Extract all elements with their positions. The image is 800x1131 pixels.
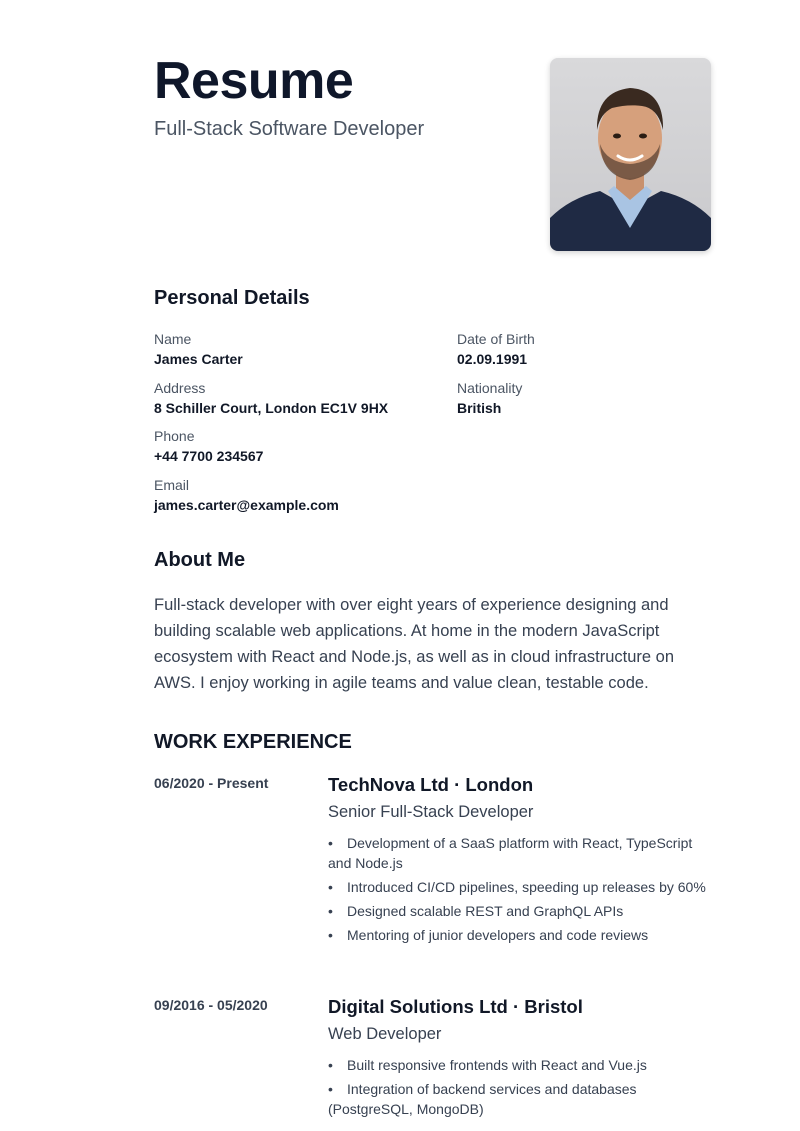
about-text: Full-stack developer with over eight years of experience designing and building scalable web applications. At home in the modern JavaScript ecosystem with React and Node.js, as well as in cloud infrastructure on AWS. I enjoy working in agile teams and value clean, testable code.	[154, 596, 674, 692]
job-dates: 06/2020 - Present	[154, 775, 269, 791]
detail-phone	[154, 426, 263, 466]
bullet-icon: •	[328, 1057, 333, 1073]
detail-name	[154, 329, 243, 369]
job-bullet-text: Introduced CI/CD pipelines, speeding up releases by 60%	[347, 879, 706, 895]
job-role: Senior Full-Stack Developer	[328, 803, 534, 821]
profile-photo-illustration	[550, 58, 711, 251]
bullet-icon: •	[328, 927, 333, 943]
work-experience-heading: WORK EXPERIENCE	[154, 731, 352, 753]
job-bullet	[328, 1079, 712, 1119]
detail-email	[154, 475, 339, 515]
job-bullet	[328, 877, 712, 897]
job-dates: 09/2016 - 05/2020	[154, 997, 268, 1013]
job-company: Digital Solutions Ltd · Bristol	[328, 996, 583, 1017]
nationality-label: Nationality	[457, 380, 523, 396]
resume-subtitle: Full-Stack Software Developer	[154, 118, 425, 140]
job-bullets	[328, 1055, 712, 1123]
job-bullet	[328, 925, 712, 945]
dob-label: Date of Birth	[457, 331, 535, 347]
address-label: Address	[154, 380, 206, 396]
phone-label: Phone	[154, 428, 195, 444]
detail-address	[154, 378, 388, 418]
name-label: Name	[154, 331, 192, 347]
detail-nationality	[457, 378, 522, 418]
about-heading: About Me	[154, 549, 246, 571]
job-bullet	[328, 901, 712, 921]
job-bullets	[328, 833, 712, 949]
job-bullet	[328, 833, 712, 873]
bullet-icon: •	[328, 1081, 333, 1097]
profile-photo	[550, 58, 711, 251]
nationality-value: British	[457, 400, 502, 416]
job-bullet	[328, 1055, 712, 1075]
bullet-icon: •	[328, 835, 333, 851]
job-bullet-text: Designed scalable REST and GraphQL APIs	[347, 903, 624, 919]
job-bullet-text: Built responsive frontends with React and Vue.js	[347, 1057, 647, 1073]
job-bullet-text: Development of a SaaS platform with React, TypeScript and Node.js	[328, 835, 693, 871]
dob-value: 02.09.1991	[457, 351, 528, 367]
bullet-icon: •	[328, 879, 333, 895]
detail-dob	[457, 329, 535, 369]
job-role: Web Developer	[328, 1025, 442, 1043]
phone-value: +44 7700 234567	[154, 448, 264, 464]
job-bullet-text: Mentoring of junior developers and code reviews	[347, 927, 649, 943]
name-value: James Carter	[154, 351, 243, 367]
address-value: 8 Schiller Court, London EC1V 9HX	[154, 400, 389, 416]
job-bullet-text: Integration of backend services and databases (PostgreSQL, MongoDB)	[328, 1081, 637, 1117]
email-value[interactable]: james.carter@example.com	[154, 497, 339, 513]
personal-details-heading: Personal Details	[154, 287, 310, 309]
resume-title: Resume	[154, 52, 354, 110]
email-label: Email	[154, 477, 190, 493]
bullet-icon: •	[328, 903, 333, 919]
job-company: TechNova Ltd · London	[328, 774, 534, 795]
